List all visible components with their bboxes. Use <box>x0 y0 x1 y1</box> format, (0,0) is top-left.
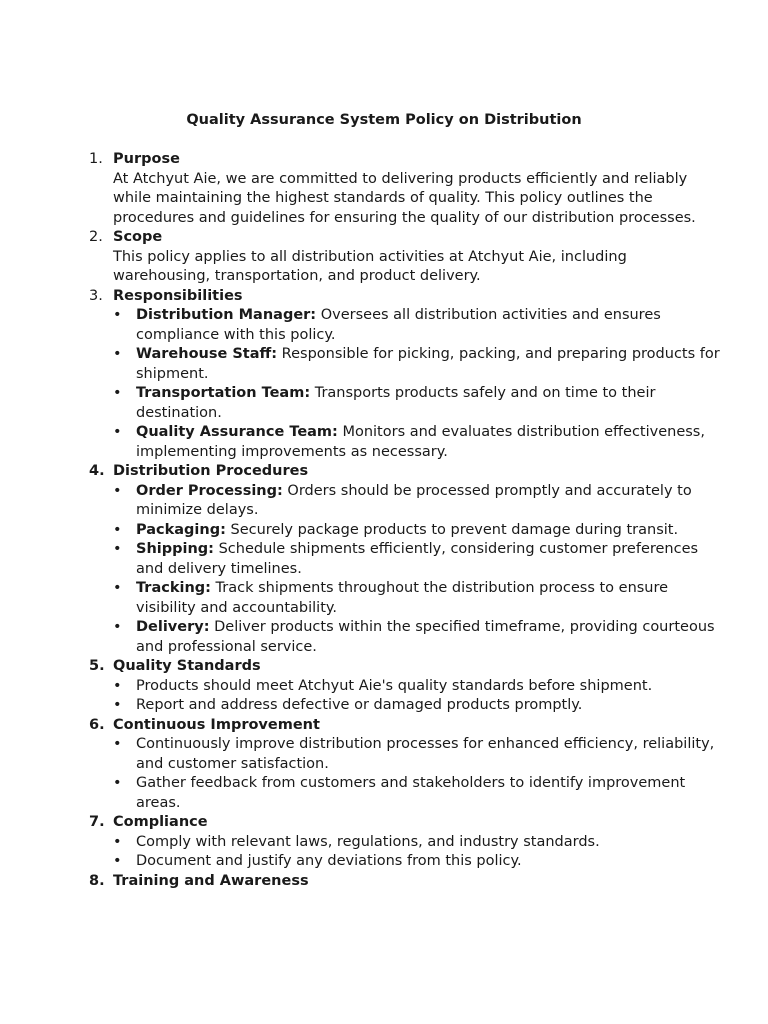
item-text: Schedule shipments efficiently, considering customer preferences and delivery timelines. <box>136 541 699 577</box>
bullet-icon: • <box>113 853 122 869</box>
item-text: Responsible for picking, packing, and preparing products for shipment. <box>136 346 720 382</box>
item-text: Deliver products within the specified timeframe, providing courteous and professional service. <box>136 619 715 655</box>
item-term: Shipping: <box>136 541 214 557</box>
list-item <box>113 833 728 853</box>
list-item <box>113 579 728 618</box>
section-body: This policy applies to all distribution activities at Atchyut Aie, including warehousing, transportation, and product delivery. <box>113 248 627 284</box>
section-number: 2. <box>89 229 103 245</box>
bullet-icon: • <box>113 677 122 694</box>
list-item <box>113 540 728 579</box>
bullet-icon: • <box>113 541 122 557</box>
section-body: At Atchyut Aie, we are committed to delivering products efficiently and reliably while maintaining the highest standards of quality. This policy outlines the procedures and guidelines for ensuring the quality of our distribution processes. <box>113 170 696 226</box>
bullet-list <box>113 833 728 872</box>
section-number: 6. <box>89 716 105 733</box>
section-number: 7. <box>89 814 105 830</box>
item-text: Products should meet Atchyut Aie's quality standards before shipment. <box>136 677 653 694</box>
section-training-and-awareness <box>0 872 768 892</box>
section-heading: Distribution Procedures <box>113 463 309 479</box>
item-text: Continuously improve distribution processes for enhanced efficiency, reliability, and customer satisfaction. <box>136 736 715 772</box>
item-text: Securely package products to prevent damage during transit. <box>225 521 679 538</box>
section-heading: Responsibilities <box>113 287 243 304</box>
section-heading: Compliance <box>113 814 208 830</box>
document-title: Quality Assurance System Policy on Distribution <box>186 112 582 128</box>
bullet-list <box>113 735 728 813</box>
bullet-icon: • <box>113 385 122 401</box>
list-item <box>113 423 728 462</box>
item-text: Report and address defective or damaged products promptly. <box>136 697 583 713</box>
list-item <box>113 306 728 345</box>
section-number: 5. <box>89 658 105 674</box>
item-text: Oversees all distribution activities and ensures compliance with this policy. <box>136 307 661 343</box>
section-number: 3. <box>89 287 103 304</box>
bullet-icon: • <box>113 833 122 850</box>
list-item <box>113 521 728 541</box>
item-term: Quality Assurance Team: <box>136 424 338 440</box>
bullet-icon: • <box>113 346 122 362</box>
list-item <box>113 852 728 872</box>
section-scope <box>0 228 768 287</box>
list-item <box>113 618 728 657</box>
bullet-list <box>113 677 728 716</box>
list-item <box>113 696 728 716</box>
section-distribution-procedures <box>0 462 768 657</box>
section-number: 1. <box>89 151 103 167</box>
bullet-icon: • <box>113 775 122 791</box>
section-number: 8. <box>89 872 105 889</box>
list-item <box>113 735 728 774</box>
item-text: Transports products safely and on time to their destination. <box>136 385 656 421</box>
bullet-icon: • <box>113 580 122 596</box>
bullet-list <box>113 306 728 462</box>
section-heading: Purpose <box>113 151 180 167</box>
item-term: Distribution Manager: <box>136 307 317 323</box>
item-term: Packaging: <box>136 521 226 538</box>
list-item <box>113 482 728 521</box>
policy-section-list <box>0 150 768 891</box>
item-term: Delivery: <box>136 619 210 635</box>
item-text: Comply with relevant laws, regulations, and industry standards. <box>136 833 600 850</box>
section-number: 4. <box>89 463 105 479</box>
bullet-icon: • <box>113 736 122 752</box>
section-heading: Quality Standards <box>113 658 261 674</box>
item-text: Orders should be processed promptly and accurately to minimize delays. <box>136 482 692 518</box>
bullet-icon: • <box>113 307 122 323</box>
section-heading: Training and Awareness <box>113 872 309 889</box>
section-compliance <box>0 813 768 872</box>
bullet-list <box>113 482 728 658</box>
bullet-icon: • <box>113 697 122 713</box>
item-term: Warehouse Staff: <box>136 346 278 362</box>
section-quality-standards <box>0 657 768 716</box>
item-term: Tracking: <box>136 580 211 596</box>
bullet-icon: • <box>113 482 122 499</box>
item-text: Track shipments throughout the distribution process to ensure visibility and accountability. <box>136 580 669 616</box>
list-item <box>113 384 728 423</box>
item-text: Document and justify any deviations from this policy. <box>136 853 522 869</box>
item-text: Monitors and evaluates distribution effectiveness, implementing improvements as necessary. <box>136 424 705 460</box>
item-text: Gather feedback from customers and stakeholders to identify improvement areas. <box>136 775 686 811</box>
list-item <box>113 345 728 384</box>
bullet-icon: • <box>113 521 122 538</box>
section-purpose <box>0 150 768 228</box>
list-item <box>113 677 728 697</box>
section-heading: Continuous Improvement <box>113 716 320 733</box>
section-heading: Scope <box>113 229 163 245</box>
list-item <box>113 774 728 813</box>
section-responsibilities <box>0 287 768 463</box>
section-continuous-improvement <box>0 716 768 814</box>
item-term: Transportation Team: <box>136 385 311 401</box>
bullet-icon: • <box>113 619 122 635</box>
bullet-icon: • <box>113 424 122 440</box>
item-term: Order Processing: <box>136 482 283 499</box>
